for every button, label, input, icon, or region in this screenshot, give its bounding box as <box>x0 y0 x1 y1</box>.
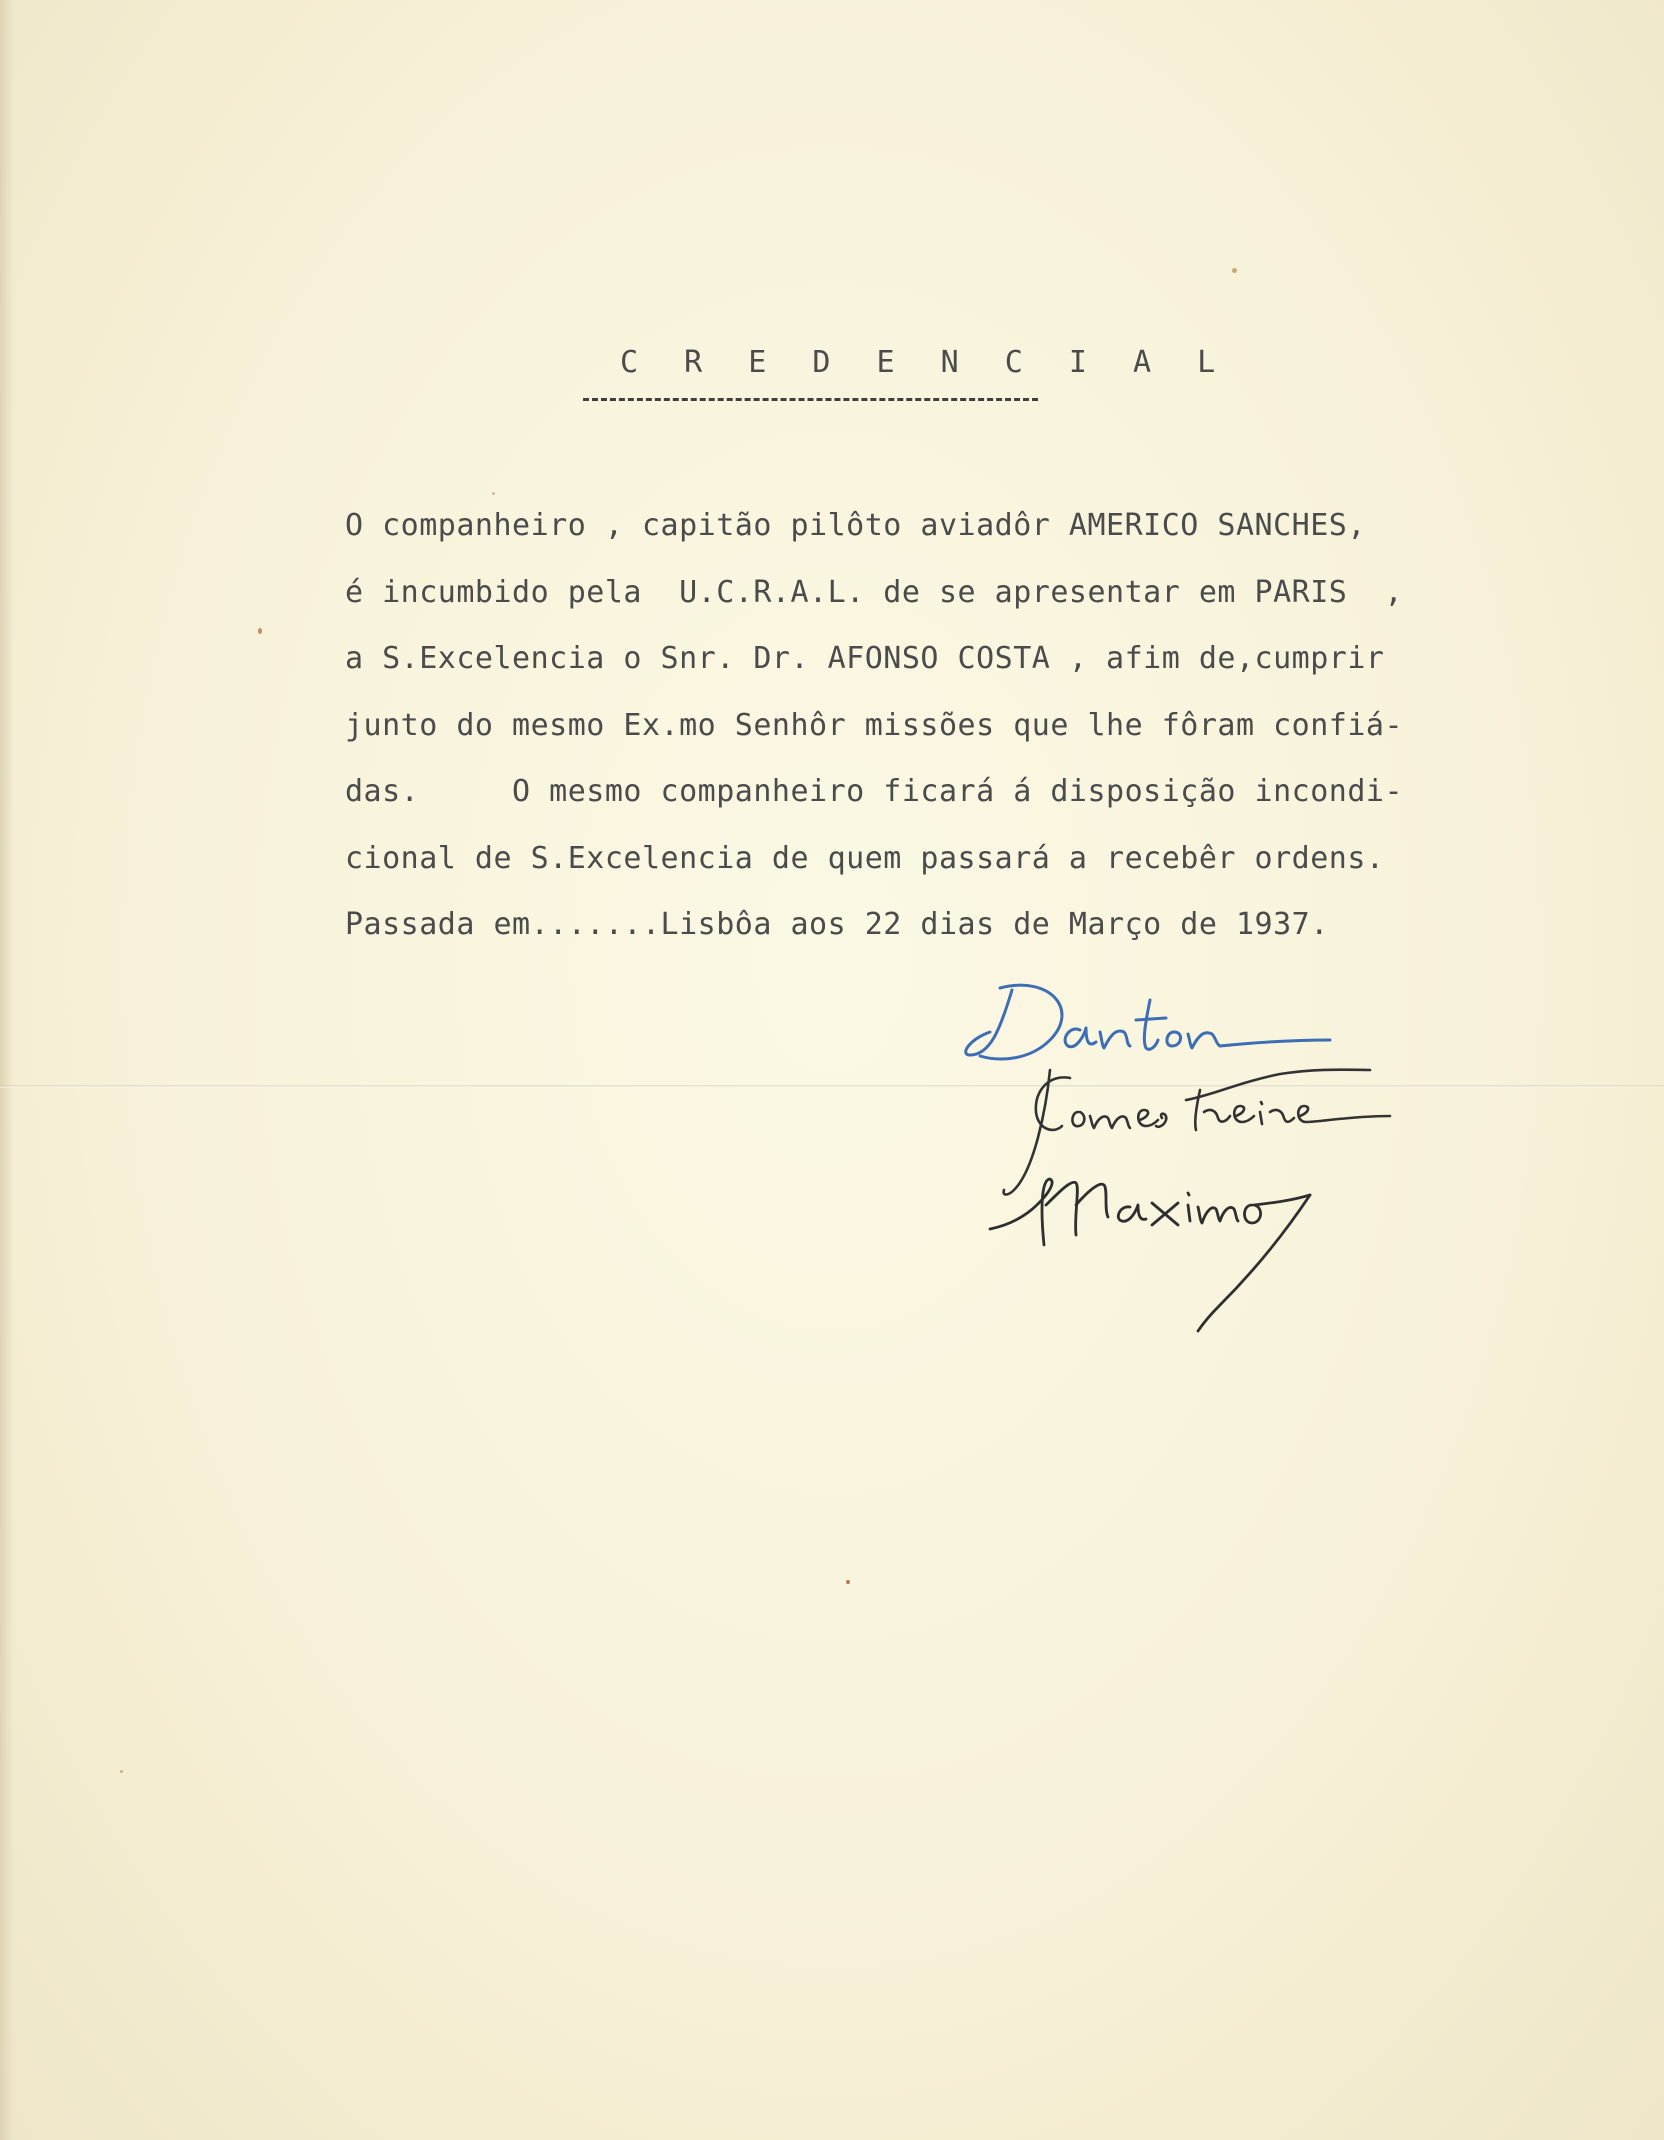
body-line-7: Passada em.......Lisbôa aos 22 dias de Março de 1937. <box>345 907 1329 942</box>
body-line-5: das. O mesmo companheiro ficará á disposição incondi- <box>345 774 1404 809</box>
paper-speck <box>258 628 262 634</box>
body-line-4: junto do mesmo Ex.mo Senhôr missões que lhe fôram confiá- <box>345 707 1404 743</box>
paper-speck <box>492 492 495 495</box>
paper-speck <box>120 1770 123 1773</box>
body-line-3: a S.Excelencia o Snr. Dr. AFONSO COSTA , afim de,cumprir <box>345 641 1385 676</box>
paper-speck <box>1232 268 1237 273</box>
body-line-2: é incumbido pela U.C.R.A.L. de se apresentar em PARIS , <box>345 574 1404 610</box>
body-line-6: cional de S.Excelencia de quem passará a recebêr ordens. <box>345 840 1385 876</box>
document-title: C R E D E N C I A L <box>620 345 1230 380</box>
body-line-1: O companheiro , capitão pilôto aviadôr AMERICO SANCHES, <box>345 508 1366 543</box>
paper-speck <box>846 1580 850 1584</box>
paper-edge <box>0 0 14 2140</box>
title-underline <box>583 398 1038 401</box>
document-body <box>345 508 1485 974</box>
signature-block <box>960 960 1440 1350</box>
